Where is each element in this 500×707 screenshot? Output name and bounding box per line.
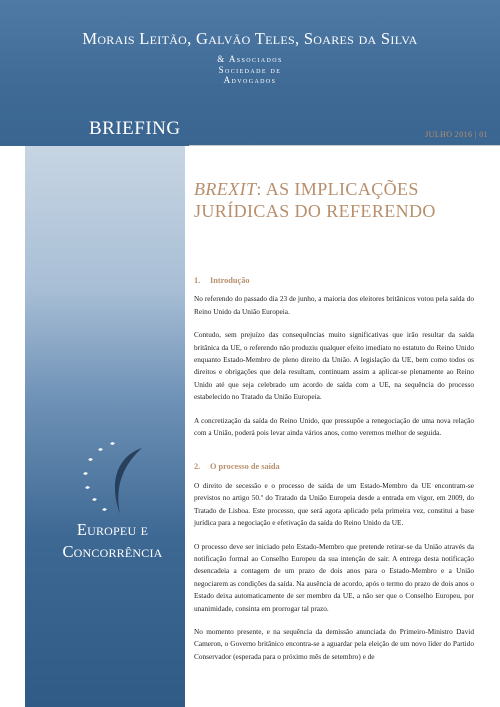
title-emphasis: BREXIT	[194, 179, 257, 199]
paragraph: Contudo, sem prejuízo das consequências muito significativas que irão resultar da saída britânica da UE, o referendo não produziu qualquer efeito imediato no estatuto do Reino Unido enquanto Estado-Membro de pleno direito da União. A legislação da UE, bem como todos os direitos e obrigações que dela resultam, continuam assim a aplicar-se plenamente ao Reino Unido até que seja celebrado um acordo de saída com a UE, na sequência do processo estabelecido no Tratado da União Europeia.	[194, 330, 474, 402]
header-banner	[0, 0, 500, 146]
title-rest: : AS IMPLICAÇÕES JURÍDICAS DO REFERENDO	[194, 179, 436, 221]
paragraph: O direito de secessão e o processo de saída de um Estado-Membro da UE encontram-se previstos no artigo 50.º do Tratado da União Europeia desde a entrada em vigor, em 2009, do Tratado de Lisboa. Este processo, que será agora aplicado pela primeira vez, constitui a base jurídica para a negociação e efetivação da saída do Reino Unido da UE.	[194, 480, 474, 528]
briefing-label: BRIEFING	[89, 118, 181, 139]
paragraph: No referendo do passado dia 23 de junho, a maioria dos eleitores britânicos votou pela saída do Reino Unido da União Europeia.	[194, 294, 474, 316]
firm-subtitle	[200, 54, 300, 86]
sidebar-title-line: Concorrência	[62, 542, 163, 561]
article-body	[194, 275, 474, 674]
section-number: 1.	[194, 276, 201, 285]
section-heading	[194, 461, 474, 473]
document-title	[194, 178, 484, 222]
firm-subtitle-line: Advogados	[223, 75, 277, 85]
eu-stars-icon	[80, 436, 160, 526]
sidebar-title	[25, 519, 200, 563]
paragraph: O processo deve ser iniciado pelo Estado-Membro que pretende retirar-se da União através da notificação formal ao Conselho Europeu da sua intenção de sair. A entrega desta notificação desencadeia a contagem de um prazo de dois anos para o Estado-Membro e a União negociarem as condições da saída. Na ausência de acordo, após o termo do prazo de dois anos o Estado deixa automaticamente de ser membro da UE, a não ser que o Conselho Europeu, por unanimidade, consinta em prorrogar tal prazo.	[194, 541, 474, 613]
firm-name: Morais Leitão, Galvão Teles, Soares da Silva	[82, 29, 418, 48]
paragraph: A concretização da saída do Reino Unido, que pressupõe a renegociação de uma nova relação com a União, poderá pois levar ainda vários anos, como veremos melhor de seguida.	[194, 415, 474, 438]
header-rule	[189, 145, 500, 146]
firm-subtitle-line: & Associados	[217, 54, 283, 64]
paragraph: No momento presente, e na sequência da demissão anunciada do Primeiro-Ministro David Cameron, o Governo britânico encontra-se a aguardar pela eleição de um novo líder do Partido Conservador (esperada para o próximo mês de setembro) e de	[194, 626, 474, 661]
sidebar-title-line: Europeu e	[76, 520, 149, 539]
issue-date: JULHO 2016 | 01	[425, 130, 488, 139]
section-title: Introdução	[210, 276, 250, 285]
sidebar-panel	[25, 146, 185, 707]
section-number: 2.	[194, 462, 201, 472]
section-title: O processo de saída	[210, 462, 280, 472]
firm-subtitle-line: Sociedade de	[218, 64, 282, 75]
section-gap	[194, 450, 474, 461]
section-heading	[194, 275, 474, 287]
